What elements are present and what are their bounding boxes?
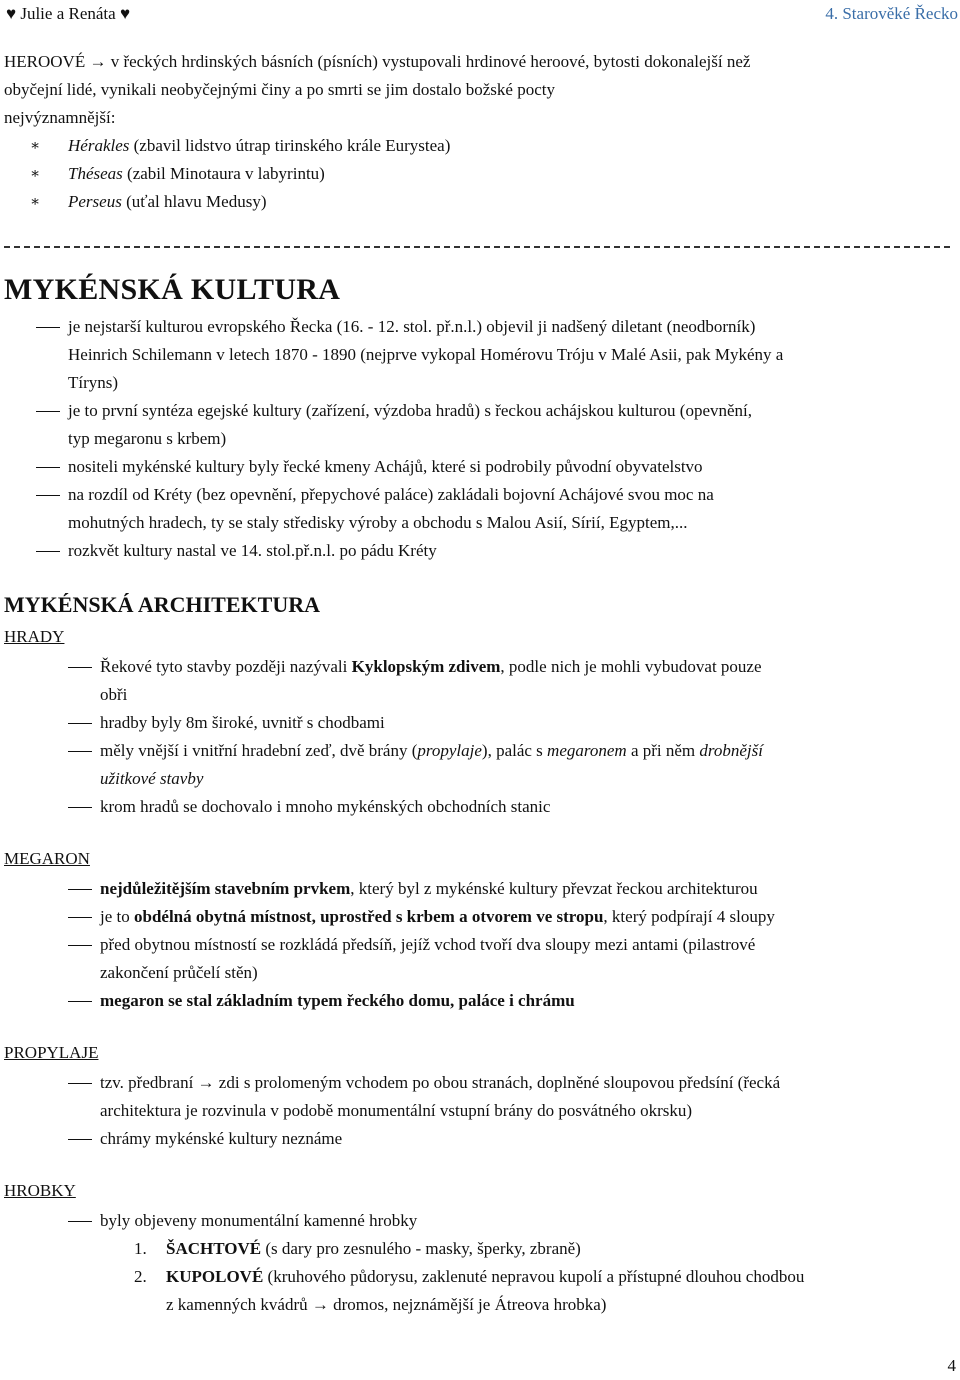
megaron-item-3-line1: před obytnou místností se rozkládá předsíň, jejíž vchod tvoří dva sloupy mezi antami (pilastrové — [100, 935, 756, 954]
kultura-item-4-line2: mohutných hradech, ty se staly středisky výroby a obchodu s Malou Asií, Sírií, Egyptem,... — [68, 513, 688, 532]
hrady-item-3-line2 — [100, 765, 203, 793]
dash-bullet — [68, 1139, 92, 1140]
list-number: 2. — [134, 1267, 147, 1286]
italic-term: propylaje — [417, 741, 482, 760]
list-number: 1. — [134, 1239, 147, 1258]
heroove-intro-line2: obyčejní lidé, vynikali neobyčejnými činy a po smrti se jim dostalo božské pocty — [4, 80, 555, 99]
hrobky-numbered-2-line1 — [166, 1263, 804, 1291]
bullet-star: ∗ — [30, 138, 41, 154]
header-right: 4. Starověké Řecko — [825, 4, 958, 23]
bold-term: megaron se stal základním typem řeckého domu, paláce i chrámu — [100, 991, 575, 1010]
dash-bullet — [68, 1221, 92, 1222]
propylaje-item-2: chrámy mykénské kultury neznáme — [100, 1129, 343, 1148]
dash-bullet — [68, 723, 92, 724]
dash-bullet — [68, 917, 92, 918]
text: Řekové tyto stavby později nazývali — [100, 657, 352, 676]
hrobky-numbered-2-line2: z kamenných kvádrů → dromos, nejznámější je Átreova hrobka) — [166, 1295, 607, 1314]
text: , podle nich je mohli vybudovat pouze — [500, 657, 762, 676]
propylaje-item-1-line1: tzv. předbraní → zdi s prolomeným vchodem po obou stranách, doplněné sloupovou předsíní (řecká — [100, 1073, 781, 1092]
section-title-architektura: MYKÉNSKÁ ARCHITEKTURA — [4, 592, 320, 617]
italic-term: drobnější — [699, 741, 763, 760]
propylaje-item-1-line2: architektura je rozvinula v podobě monumentální vstupní brány do posvátného okrsku) — [100, 1101, 693, 1120]
subheading-megaron: MEGARON — [4, 849, 90, 868]
hero-item — [68, 132, 450, 160]
italic-term: megaronem — [547, 741, 627, 760]
dash-bullet — [36, 467, 60, 468]
hero-desc: (uťal hlavu Medusy) — [121, 192, 267, 211]
dash-bullet — [68, 667, 92, 668]
heroove-intro-line1: HEROOVÉ → v řeckých hrdinských básních (písních) vystupovali hrdinové heroové, bytosti dokonalejší než — [4, 52, 751, 71]
dash-bullet — [36, 327, 60, 328]
hrady-item-1-line2: obři — [100, 685, 128, 704]
text: (s dary pro zesnulého - masky, šperky, zbraně) — [261, 1239, 581, 1258]
italic-term: užitkové stavby — [100, 769, 204, 788]
kultura-item-3: nositeli mykénské kultury byly řecké kmeny Achájů, které si podrobily původní obyvatelstvo — [68, 457, 703, 476]
hrady-item-1-line1 — [100, 653, 762, 681]
megaron-item-1 — [100, 875, 758, 903]
text: ), palác s — [481, 741, 548, 760]
subheading-hrobky: HROBKY — [4, 1181, 76, 1200]
subheading-propylaje: PROPYLAJE — [4, 1043, 99, 1062]
heroove-intro-line3: nejvýznamnější: — [4, 108, 116, 127]
megaron-item-4 — [100, 987, 575, 1015]
bullet-star: ∗ — [30, 166, 41, 182]
kultura-item-1-line2: Heinrich Schilemann v letech 1870 - 1890 (nejprve vykopal Homérovu Tróju v Malé Asii, pak Mykény a — [68, 345, 784, 364]
bullet-star: ∗ — [30, 194, 41, 210]
text: je to — [100, 907, 134, 926]
bold-term: KUPOLOVÉ — [166, 1267, 264, 1286]
hrady-item-2: hradby byly 8m široké, uvnitř s chodbami — [100, 713, 385, 732]
bold-term: nejdůležitějším stavebním prvkem — [100, 879, 351, 898]
page-number: 4 — [947, 1356, 956, 1375]
dash-bullet — [36, 551, 60, 552]
kultura-item-2-line1: je to první syntéza egejské kultury (zařízení, výzdoba hradů) s řeckou achájskou kulturou (opevnění, — [68, 401, 753, 420]
section-divider — [4, 246, 950, 248]
dash-bullet — [68, 807, 92, 808]
bold-term: Kyklopským zdivem — [351, 657, 501, 676]
megaron-item-3-line2: zakončení průčelí stěn) — [100, 963, 258, 982]
bold-term: obdélná obytná místnost, uprostřed s krbem a otvorem ve stropu — [134, 907, 604, 926]
hrobky-item-1: byly objeveny monumentální kamenné hrobky — [100, 1211, 418, 1230]
hrady-item-4: krom hradů se dochovalo i mnoho mykénských obchodních stanic — [100, 797, 551, 816]
text: a při něm — [626, 741, 700, 760]
text: měly vnější i vnitřní hradební zeď, dvě brány ( — [100, 741, 418, 760]
text: , který podpírají 4 sloupy — [603, 907, 775, 926]
hrady-item-3-line1 — [100, 737, 763, 765]
hero-item — [68, 160, 325, 188]
kultura-item-4-line1: na rozdíl od Kréty (bez opevnění, přepychové paláce) zakládali bojovní Achájové svou moc na — [68, 485, 714, 504]
dash-bullet — [68, 1001, 92, 1002]
hero-name: Théseas — [68, 164, 123, 183]
dash-bullet — [68, 945, 92, 946]
bold-term: ŠACHTOVÉ — [166, 1239, 262, 1258]
megaron-item-2 — [100, 903, 775, 931]
kultura-item-5: rozkvět kultury nastal ve 14. stol.př.n.l. po pádu Kréty — [68, 541, 437, 560]
dash-bullet — [68, 889, 92, 890]
hero-item — [68, 188, 266, 216]
hero-desc: (zbavil lidstvo útrap tirinského krále Eurystea) — [129, 136, 451, 155]
subheading-hrady: HRADY — [4, 627, 65, 646]
kultura-item-2-line2: typ megaronu s krbem) — [68, 429, 227, 448]
section-title-kultura: MYKÉNSKÁ KULTURA — [4, 273, 341, 306]
dash-bullet — [36, 495, 60, 496]
kultura-item-1-line1: je nejstarší kulturou evropského Řecka (16. - 12. stol. př.n.l.) objevil ji nadšený diletant (neodborník) — [68, 317, 756, 336]
header-left: ♥ Julie a Renáta ♥ — [6, 4, 131, 23]
dash-bullet — [68, 1083, 92, 1084]
hero-desc: (zabil Minotaura v labyrintu) — [122, 164, 325, 183]
text: (kruhového půdorysu, zaklenuté nepravou kupolí a přístupné dlouhou chodbou — [263, 1267, 805, 1286]
hero-name: Hérakles — [68, 136, 130, 155]
dash-bullet — [36, 411, 60, 412]
text: , který byl z mykénské kultury převzat řeckou architekturou — [350, 879, 758, 898]
hero-name: Perseus — [68, 192, 122, 211]
kultura-item-1-line3: Tíryns) — [68, 373, 119, 392]
hrobky-numbered-1 — [166, 1235, 581, 1263]
dash-bullet — [68, 751, 92, 752]
